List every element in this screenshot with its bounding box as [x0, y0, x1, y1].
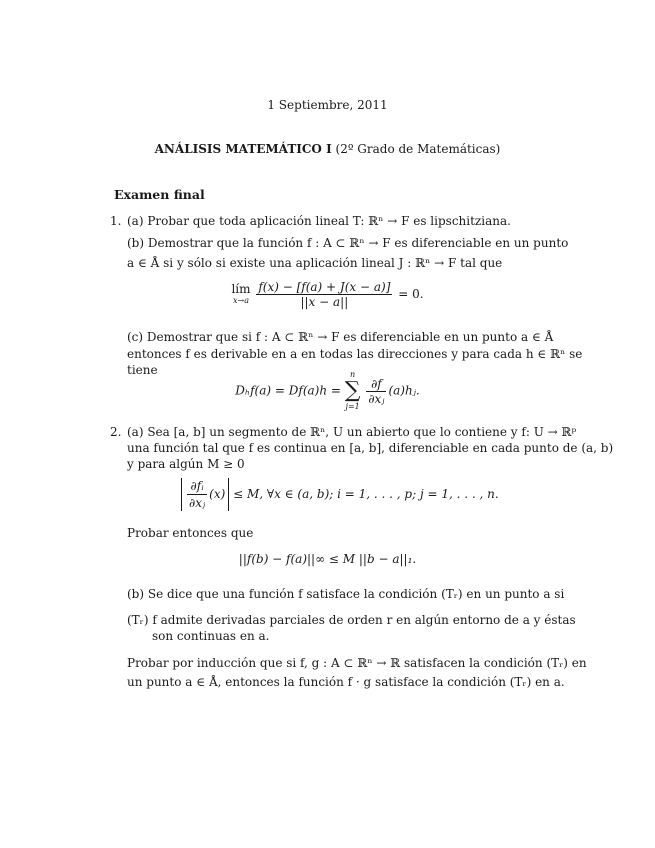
problem-2a-probar: Probar entonces que [127, 526, 254, 540]
problem-1c-line-2: entonces f es derivable en a en todas las direcciones y para cada h ∈ ℝⁿ se [127, 347, 583, 361]
problem-1b-line-2: a ∈ Å si y sólo si existe una aplicación lineal J : ℝⁿ → F tal que [127, 256, 503, 270]
problem-1c-formula [0, 370, 655, 412]
problem-2a-formula [181, 478, 499, 511]
problem-1c-line-1: (c) Demostrar que si f : A ⊂ ℝⁿ → F es diferenciable en un punto a ∈ Å [127, 330, 554, 344]
problem-2b-final-line-1: Probar por inducción que si f, g : A ⊂ ℝⁿ → ℝ satisfacen la condición (Tᵣ) en [127, 656, 587, 670]
partial-derivative-fraction: $\frac{\partial f}{\text{∂xⱼ}}$ [368, 376, 385, 406]
section-title: Examen final [114, 187, 205, 202]
directional-derivative-rhs: (a)hⱼ. [388, 383, 420, 398]
course-title: ANÁLISIS MATEMÁTICO I [154, 142, 332, 156]
problem-2a-formula-2: ||f(b) − f(a)||∞ ≤ M ||b − a||₁. [238, 552, 417, 566]
problem-1b-formula [0, 280, 655, 309]
problem-2-number: 2. [110, 425, 122, 439]
abs-value-bars: $\frac{\text{∂fᵢ}}{\text{∂xⱼ}}$ (x) [181, 478, 229, 511]
exam-date: 1 Septiembre, 2011 [267, 98, 388, 112]
directional-derivative-lhs: Dₕf(a) = Df(a)h = [235, 383, 341, 398]
condition-tr-line-2: son continuas en a. [152, 629, 270, 643]
problem-1c-line-3: tiene [127, 363, 158, 377]
problem-1a-text: (a) Probar que toda aplicación lineal T: ℝⁿ → F es lipschitziana. [127, 214, 511, 228]
problem-2b-final-line-2: un punto a ∈ Å, entonces la función f · g satisface la condición (Tᵣ) en a. [127, 675, 565, 689]
problem-2a-line-3: y para algún M ≥ 0 [127, 457, 245, 471]
summation-sign: n ∑ j=1 [344, 370, 361, 411]
problem-2b-line-1: (b) Se dice que una función f satisface la condición (Tᵣ) en un punto a si [127, 587, 565, 601]
mean-value-condition: ≤ M, ∀x ∈ (a, b); i = 1, . . . , p; j = 1, . . . , n. [233, 487, 499, 501]
problem-2a-line-1: (a) Sea [a, b] un segmento de ℝⁿ, U un abierto que lo contiene y f: U → ℝᵖ [127, 425, 577, 439]
limit-rhs: = 0. [398, 287, 424, 301]
exam-title [0, 141, 655, 157]
course-subtitle: (2º Grado de Matemáticas) [335, 142, 501, 156]
condition-tr-line-1: (Tᵣ) f admite derivadas parciales de orden r en algún entorno de a y éstas [127, 613, 576, 627]
problem-1-number: 1. [110, 214, 122, 228]
problem-2a-line-2: una función tal que f es continua en [a, b], diferenciable en cada punto de (a, b) [127, 441, 614, 455]
limit-operator: lím x→a [231, 281, 251, 305]
problem-1b-line-1: (b) Demostrar que la función f : A ⊂ ℝⁿ → F es diferenciable en un punto [127, 236, 569, 250]
limit-fraction: $\frac{f(x) - [f(a) + J(x - a)]}{||x - a||}$ [258, 280, 391, 309]
